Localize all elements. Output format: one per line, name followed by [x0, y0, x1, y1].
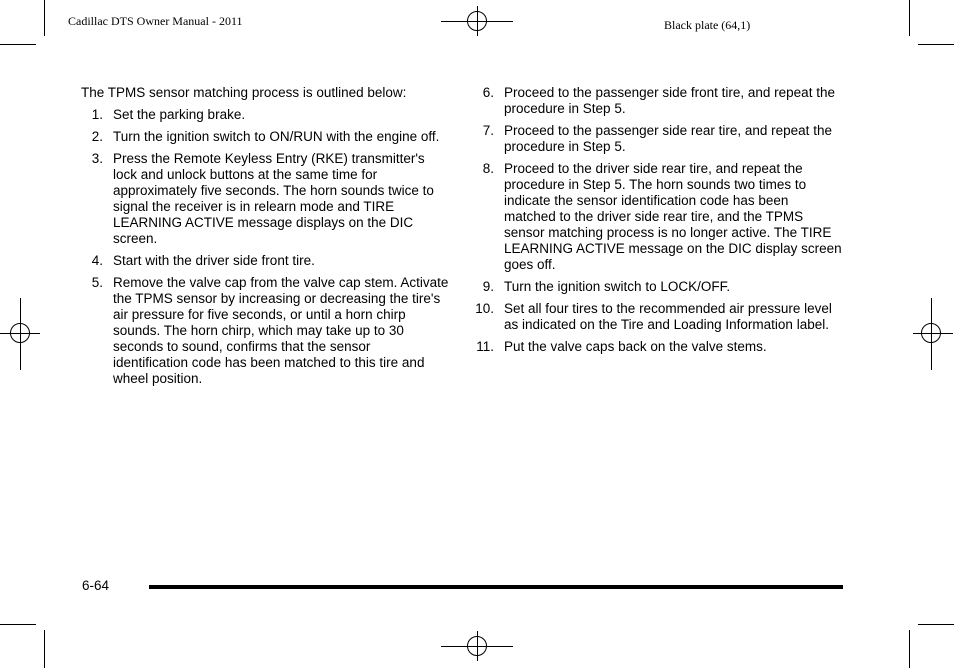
left-column: [81, 85, 449, 393]
intro-text: The TPMS sensor matching process is outlined below:: [81, 85, 407, 100]
step-number: 2.: [91, 129, 103, 144]
list-item: [81, 275, 449, 387]
list-item: [472, 279, 842, 295]
list-item: [472, 161, 842, 273]
step-text: Proceed to the passenger side front tire, and repeat the procedure in Step 5.: [504, 85, 835, 116]
step-number: 11.: [476, 339, 494, 354]
step-number: 1.: [91, 107, 103, 122]
step-text: Put the valve caps back on the valve stems.: [504, 339, 767, 354]
steps-list-left: [81, 107, 449, 387]
step-text: Set the parking brake.: [113, 107, 246, 122]
footer-rule: [149, 585, 843, 589]
plate-label: Black plate (64,1): [664, 18, 751, 32]
step-text: Start with the driver side front tire.: [113, 253, 315, 268]
list-item: [472, 123, 842, 155]
list-item: [81, 151, 449, 247]
step-text: Press the Remote Keyless Entry (RKE) transmitter's lock and unlock buttons at the same time for approximately five seconds. The horn sounds twice to signal the receiver is in relearn mode and TIRE LEARNING ACTIVE message displays on the DIC screen.: [113, 151, 434, 246]
step-number: 8.: [482, 161, 494, 176]
page-number: 6-64: [82, 578, 110, 593]
step-number: 4.: [91, 253, 103, 268]
step-text: Turn the ignition switch to LOCK/OFF.: [504, 279, 731, 294]
manual-title: Cadillac DTS Owner Manual - 2011: [68, 14, 243, 28]
list-item: [81, 253, 449, 269]
list-item: [472, 301, 842, 333]
list-item: [472, 85, 842, 117]
step-text: Set all four tires to the recommended air pressure level as indicated on the Tire and Loading Information label.: [504, 301, 832, 332]
step-number: 3.: [91, 151, 103, 166]
step-text: Proceed to the driver side rear tire, and repeat the procedure in Step 5. The horn sounds two times to indicate the sensor identification code has been matched to the driver side rear tire, and the TPMS sensor matching process is no longer active. The TIRE LEARNING ACTIVE message on the DIC display screen goes off.: [504, 161, 842, 272]
step-number: 5.: [91, 275, 103, 290]
list-item: [81, 129, 449, 145]
step-text: Proceed to the passenger side rear tire, and repeat the procedure in Step 5.: [504, 123, 832, 154]
steps-list-right: [472, 85, 842, 355]
step-number: 10.: [475, 301, 494, 316]
list-item: [472, 339, 842, 355]
step-number: 6.: [482, 85, 494, 100]
step-text: Turn the ignition switch to ON/RUN with the engine off.: [113, 129, 440, 144]
step-number: 7.: [482, 123, 494, 138]
right-column: [472, 85, 842, 361]
list-item: [81, 107, 449, 123]
step-text: Remove the valve cap from the valve cap stem. Activate the TPMS sensor by increasing or decreasing the tire's air pressure for five seconds, or until a horn chirp sounds. The horn chirp, which may take up to 30 seconds to sound, confirms that the sensor identification code has been matched to this tire and wheel position.: [113, 275, 449, 386]
step-number: 9.: [482, 279, 494, 294]
